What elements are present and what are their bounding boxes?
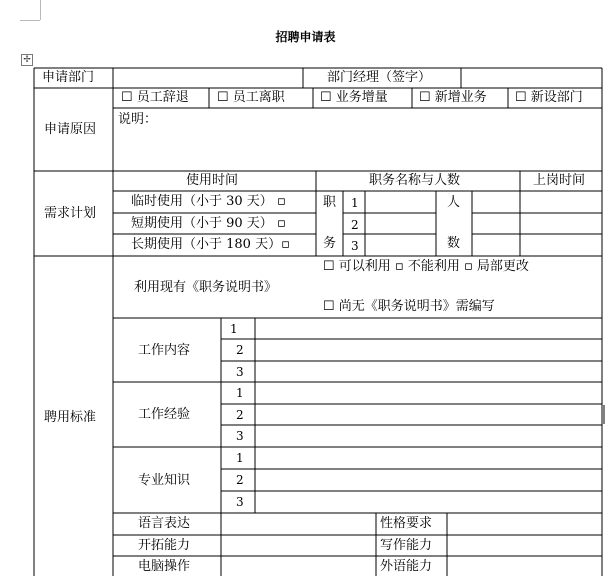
work-experience-number: 1	[236, 386, 244, 400]
professional-knowledge-number: 3	[236, 495, 244, 509]
shu-char: 数	[447, 236, 461, 251]
table-move-handle-icon[interactable]: ✢	[21, 54, 33, 66]
writing-ability-label: 写作能力	[380, 538, 433, 553]
reason-note-label: 说明：	[118, 112, 158, 127]
ren-char: 人	[447, 195, 461, 210]
manager-signature-label: 部门经理（签字）	[327, 70, 432, 85]
personality-label: 性格要求	[380, 516, 433, 531]
existing-description-label: 利用现有《职务说明书》	[134, 280, 278, 295]
no-description-option[interactable]: ☐ 尚无《职务说明书》需编写	[323, 299, 495, 314]
reason-option-resignation[interactable]: ☐ 员工离职	[217, 90, 285, 105]
work-experience-label: 工作经验	[138, 407, 191, 422]
position-header: 职务名称与人数	[369, 173, 461, 188]
professional-knowledge-number: 1	[236, 451, 244, 465]
work-content-number: 3	[236, 365, 244, 379]
zhi-char: 职	[323, 195, 337, 210]
position-number: 2	[351, 218, 359, 232]
reason-option-business-increase[interactable]: ☐ 业务增量	[320, 90, 388, 105]
existing-description-options[interactable]: ☐ 可以利用 ▫ 不能利用 ▫ 局部更改	[323, 259, 529, 274]
reason-option-new-business[interactable]: ☐ 新增业务	[419, 90, 487, 105]
dept-label: 申请部门	[42, 70, 95, 85]
time-header: 使用时间	[186, 173, 239, 188]
position-number: 1	[351, 196, 359, 210]
standard-label: 聘用标准	[44, 410, 97, 425]
demand-label: 需求计划	[44, 206, 97, 221]
work-experience-number: 2	[236, 408, 244, 422]
computer-skill-label: 电脑操作	[138, 559, 191, 574]
work-content-label: 工作内容	[138, 343, 191, 358]
foreign-language-label: 外语能力	[380, 559, 433, 574]
reason-option-dismissal[interactable]: ☐ 员工辞退	[121, 90, 189, 105]
reason-label: 申请原因	[44, 122, 97, 137]
language-label: 语言表达	[138, 516, 191, 531]
position-number: 3	[351, 239, 359, 253]
period-temporary[interactable]: 临时使用（小于 30 天） ▫	[131, 194, 286, 209]
start-time-header: 上岗时间	[533, 173, 586, 188]
page-title: 招聘申请表	[275, 30, 336, 44]
professional-knowledge-number: 2	[236, 473, 244, 487]
professional-knowledge-label: 专业知识	[138, 473, 191, 488]
work-experience-number: 3	[236, 429, 244, 443]
work-content-number: 2	[236, 343, 244, 357]
wu-char: 务	[323, 236, 337, 251]
develop-ability-label: 开拓能力	[138, 538, 191, 553]
reason-option-new-department[interactable]: ☐ 新设部门	[515, 90, 583, 105]
period-short[interactable]: 短期使用（小于 90 天） ▫	[131, 216, 286, 231]
work-content-number: 1	[230, 322, 238, 336]
period-long[interactable]: 长期使用（小于 180 天）▫	[131, 237, 290, 252]
